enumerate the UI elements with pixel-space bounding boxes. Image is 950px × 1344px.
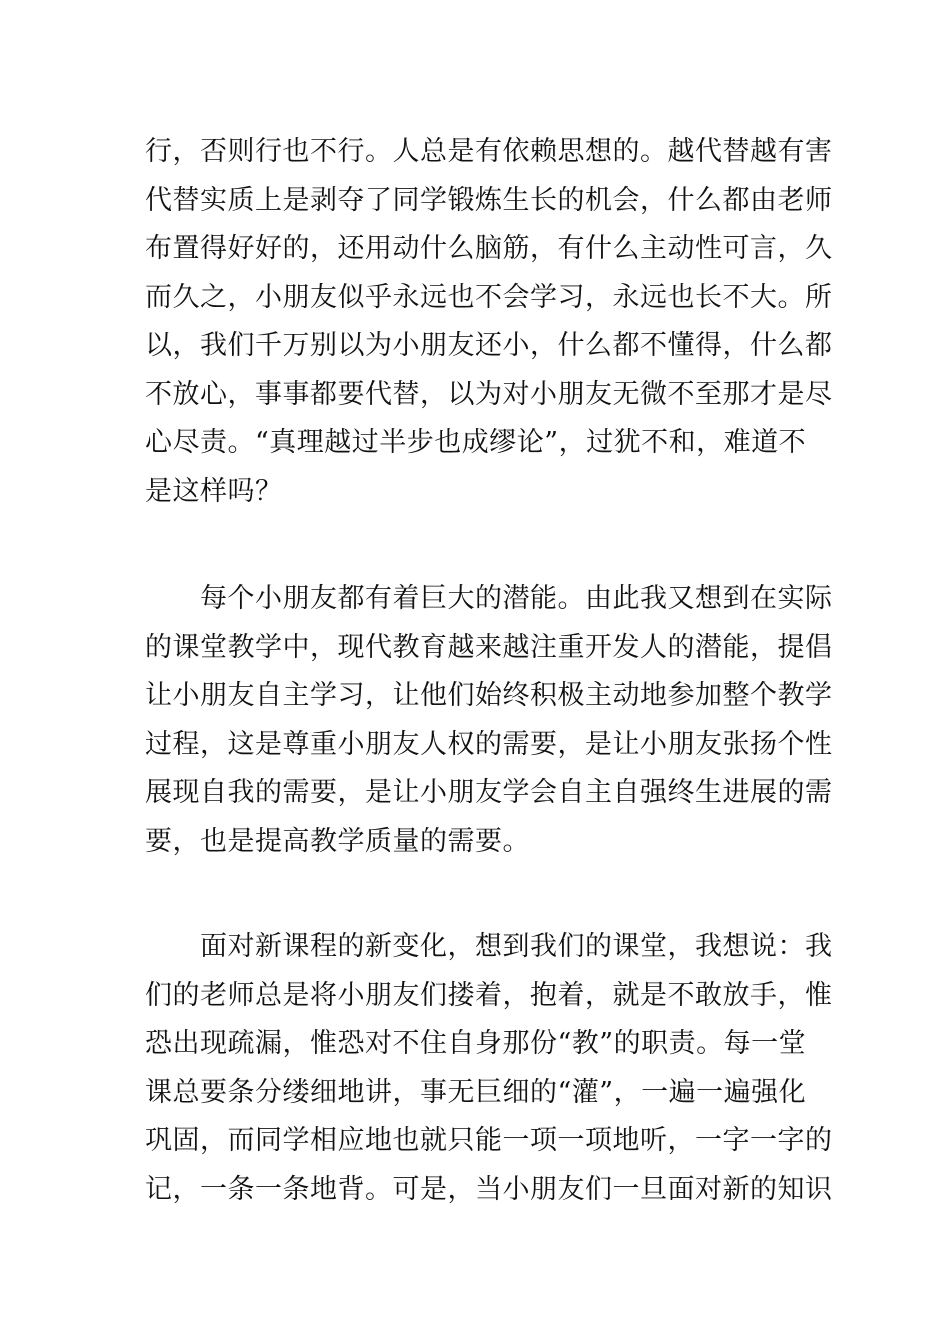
- text-line: 面对新课程的新变化，想到我们的课堂，我想说：我: [145, 931, 833, 962]
- paragraph-1: [145, 128, 833, 516]
- text-line: 而久之，小朋友似乎永远也不会学习，永远也长不大。所: [145, 281, 833, 313]
- text-line: 代替实质上是剥夺了同学锻炼生长的机会，什么都由老师: [145, 184, 833, 216]
- text-line: 是这样吗？: [145, 475, 283, 507]
- text-line: 要，也是提高教学质量的需要。: [145, 825, 530, 857]
- text-line: 课总要条分缕细地讲，事无巨细的“灌”，一遍一遍强化: [145, 1076, 807, 1108]
- paragraph-3: [145, 923, 833, 1214]
- text-line: 每个小朋友都有着巨大的潜能。由此我又想到在实际: [145, 583, 833, 614]
- text-line: 以，我们千万别以为小朋友还小，什么都不懂得，什么都: [145, 330, 833, 361]
- text-line: 心尽责。“真理越过半步也成缪论”，过犹不和，难道不: [145, 427, 807, 458]
- text-line: 行，否则行也不行。人总是有依赖思想的。越代替越有害: [145, 136, 833, 167]
- paragraph-2: [145, 575, 833, 866]
- text-line: 们的老师总是将小朋友们搂着，抱着，就是不敢放手，惟: [145, 979, 833, 1011]
- text-line: 的课堂教学中，现代教育越来越注重开发人的潜能，提倡: [145, 631, 833, 663]
- text-line: 记，一条一条地背。可是，当小朋友们一旦面对新的知识: [145, 1173, 833, 1205]
- text-line: 不放心，事事都要代替，以为对小朋友无微不至那才是尽: [145, 378, 833, 410]
- text-line: 让小朋友自主学习，让他们始终积极主动地参加整个教学: [145, 680, 833, 711]
- text-line: 恐出现疏漏，惟恐对不住自身那份“教”的职责。每一堂: [145, 1028, 807, 1059]
- text-line: 过程，这是尊重小朋友人权的需要，是让小朋友张扬个性: [145, 728, 833, 760]
- text-line: 布置得好好的，还用动什么脑筋，有什么主动性可言，久: [145, 233, 833, 264]
- text-line: 巩固，而同学相应地也就只能一项一项地听，一字一字的: [145, 1125, 833, 1156]
- text-line: 展现自我的需要，是让小朋友学会自主自强终生进展的需: [145, 777, 833, 808]
